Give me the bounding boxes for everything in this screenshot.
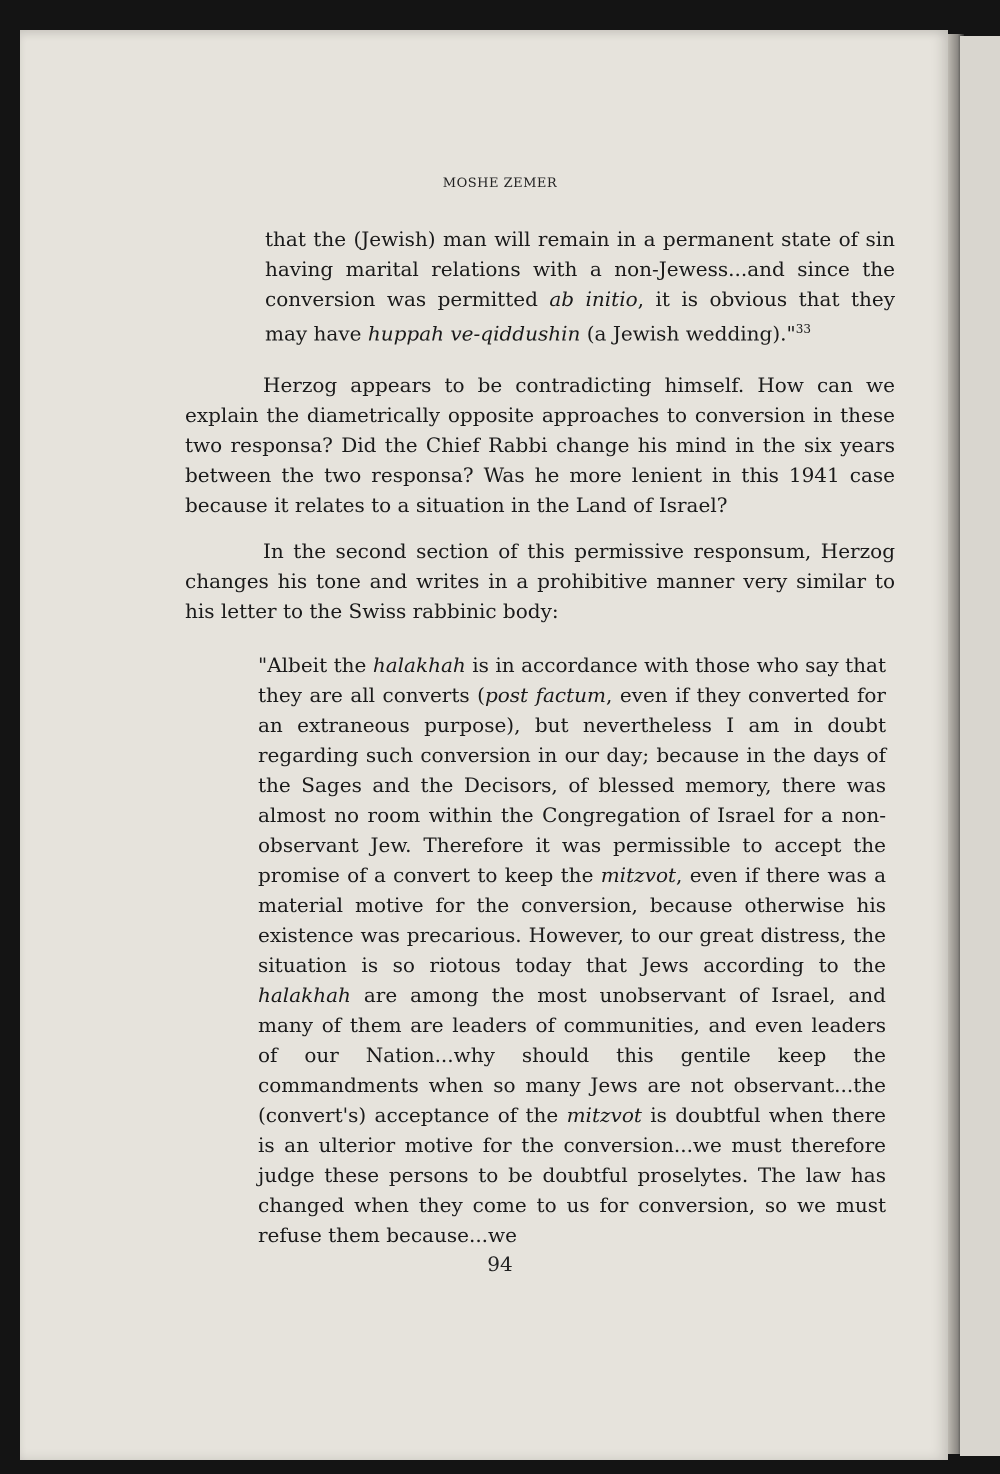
paragraph-herzog-contradiction: Herzog appears to be contradicting himself. How can we explain the diametrically opposite approaches to conversion in these two responsa? Did the Chief Rabbi change his mind in the six years between the two responsa? Was he more lenient in this 1941 case because it relates to a situation in the Land of Israel? — [185, 373, 895, 517]
block-quote: "Albeit the halakhah is in accordance with those who say that they are all converts (post factum, even if they converted for an extraneous purpose), but nevertheless I am in doubt regarding such conversion in our day; because in the days of the Sages and the Decisors, of blessed memory, there was almost no room within the Congregation of Israel for a non-observant Jew. Therefore it was permissible to accept the promise of a convert to keep the mitzvot, even if there was a material motive for the conversion, because otherwise his existence was precarious. However, to our great distress, the situation is so riotous today that Jews according to the halakhah are among the most unobservant of Israel, and many of them are leaders of communities, and even leaders of our Nation...why should this gentile keep the commandments when so many Jews are not observant...the (convert's) acceptance of the mitzvot is doubtful when there is an ulterior motive for the conversion...we must therefore judge these persons to be doubtful proselytes. The law has changed when they come to us for conversion, so we must refuse them because...we — [258, 653, 886, 1247]
running-header: MOSHE ZEMER — [442, 176, 558, 191]
facing-page — [960, 36, 1000, 1456]
quote-continuation: that the (Jewish) man will remain in a permanent state of sin having marital relations with a non-Jewess...and since the conversion was permitted ab initio, it is obvious that they may have huppah ve-qiddushin (a Jewish wedding)."$^{33}$ — [265, 227, 895, 346]
footnote-ref: 33 — [795, 322, 811, 336]
page-number: 94 — [487, 1252, 513, 1276]
paragraph-second-section: In the second section of this permissive responsum, Herzog changes his tone and writes in a prohibitive manner very similar to his letter to the Swiss rabbinic body: — [185, 539, 895, 623]
